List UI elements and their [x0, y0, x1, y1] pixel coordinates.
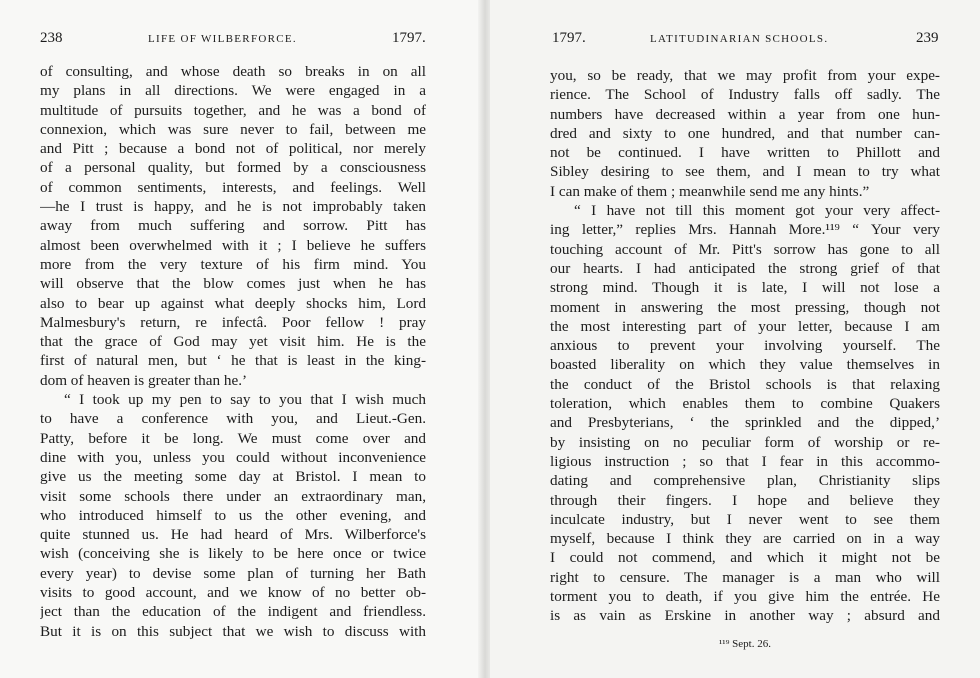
- text-line: —he I trust is happy, and he is not improbably taken: [40, 198, 426, 216]
- text-line: multitude of pursuits together, and he was a bond of: [40, 101, 426, 119]
- text-line: ligious instruction ; so that I fear in this accommo-: [550, 452, 940, 470]
- text-line: is as vain as Erskine in another way ; absurd and: [550, 607, 940, 625]
- page-year: 1797.: [392, 30, 426, 46]
- text-line: Patty, before it be long. We must come over and: [40, 429, 426, 447]
- text-line: quite stunned us. He had heard of Mrs. Wilberforce's: [40, 526, 426, 544]
- text-line: boasted liberality on which they value themselves in: [550, 356, 940, 374]
- text-line: that the grace of God may yet visit him. He is the: [40, 333, 426, 351]
- text-line: and Presbyterians, ‘ the sprinkled and the dipped,’: [550, 414, 940, 432]
- text-line: every year) to devise some plan of turning her Bath: [40, 564, 426, 582]
- text-line: first of natural men, but ‘ he that is least in the king-: [40, 352, 426, 370]
- text-line: I could not commend, and which it might not be: [550, 549, 940, 567]
- text-line: inculcate industry, but I never went to see them: [550, 510, 940, 528]
- text-line: wish (conceiving she is likely to be here once or twice: [40, 545, 426, 563]
- text-line: moment in answering the most pressing, though not: [550, 298, 940, 316]
- text-line: almost been overwhelmed with it ; I believe he suffers: [40, 236, 426, 254]
- text-line: torment you to death, if you give him the entrée. He: [550, 588, 940, 606]
- page-number: 238: [40, 30, 63, 46]
- text-line: “ I took up my pen to say to you that I wish much: [64, 391, 426, 409]
- text-line: visits to good account, and we know of no better ob-: [40, 584, 426, 602]
- text-line: visit some schools there under an extraordinary man,: [40, 487, 426, 505]
- text-line: ject than the education of the indigent and friendless.: [40, 603, 426, 621]
- right-page: [490, 0, 980, 678]
- text-line: I can make of them ; meanwhile send me any hints.”: [550, 182, 870, 200]
- text-line: dom of heaven is greater than he.’: [40, 371, 248, 389]
- text-line: by insisting on no peculiar form of worship or re-: [550, 433, 940, 451]
- running-head: LATITUDINARIAN SCHOOLS.: [650, 33, 829, 45]
- text-line: numbers have decreased within a year from one hun-: [550, 105, 940, 123]
- text-line: connexion, which was sure never to fail, between me: [40, 120, 426, 138]
- right-page-header: [552, 30, 942, 52]
- text-line: ing letter,” replies Mrs. Hannah More.¹¹⁹ “ Your very: [550, 221, 940, 239]
- text-line: toleration, which enables them to combine Quakers: [550, 395, 940, 413]
- text-line: will observe that the blow comes just when he has: [40, 275, 426, 293]
- running-head: LIFE OF WILBERFORCE.: [148, 33, 297, 45]
- text-line: away from much suffering and sorrow. Pitt has: [40, 217, 426, 235]
- text-line: of consulting, and whose death so breaks in on all: [40, 63, 426, 80]
- text-line: who introduced himself to us the other evening, and: [40, 506, 426, 524]
- text-line: right to censure. The manager is a man who will: [550, 568, 940, 586]
- text-line: to have a conference with you, and Lieut.-Gen.: [40, 410, 426, 428]
- text-line: you, so be ready, that we may profit from your expe-: [550, 67, 940, 84]
- text-line: also to bear up against what deeply shocks him, Lord: [40, 294, 426, 312]
- text-line: our hearts. I had anticipated the strong grief of that: [550, 259, 940, 277]
- text-line: strong mind. Though it is late, I will not lose a: [550, 279, 940, 297]
- text-line: myself, because I think they are carried on in a way: [550, 530, 940, 548]
- text-line: dine with you, unless you could without inconvenience: [40, 448, 426, 466]
- text-line: “ I have not till this moment got your very affect-: [574, 202, 940, 220]
- text-line: the conduct of the Bristol schools is that relaxing: [550, 375, 940, 393]
- text-line: give us the meeting some day at Bristol. I mean to: [40, 468, 426, 486]
- text-line: and Pitt ; because a bond not of political, nor merely: [40, 140, 426, 158]
- text-line: rience. The School of Industry falls off sadly. The: [550, 86, 940, 104]
- right-page-text: [550, 66, 940, 626]
- left-page: [0, 0, 480, 678]
- text-line: of a personal quality, but formed by a consciousness: [40, 159, 426, 177]
- text-line: Sibley desiring to see them, and I mean to try what: [550, 163, 940, 181]
- text-line: touching account of Mr. Pitt's sorrow has gone to all: [550, 240, 940, 258]
- text-line: dating and comprehensive plan, Christianity slips: [550, 472, 940, 490]
- footnote: ¹¹⁹ Sept. 26.: [719, 638, 771, 650]
- text-line: through their fingers. I hope and believe they: [550, 491, 940, 509]
- page-year: 1797.: [552, 30, 586, 46]
- text-line: not be continued. I have written to Phillott and: [550, 144, 940, 162]
- text-line: my plans in all directions. We were engaged in a: [40, 82, 426, 100]
- left-page-header: [40, 30, 430, 52]
- page-number: 239: [916, 30, 939, 46]
- text-line: dred and sixty to one hundred, and that number can-: [550, 124, 940, 142]
- text-line: the most interesting part of your letter, because I am: [550, 317, 940, 335]
- text-line: But it is on this subject that we wish to discuss with: [40, 622, 426, 640]
- text-line: more from the very texture of his firm mind. You: [40, 255, 426, 273]
- text-line: Malmesbury's return, re infectâ. Poor fellow ! pray: [40, 313, 426, 331]
- left-page-text: [40, 62, 426, 641]
- text-line: of common sentiments, interests, and feelings. Well: [40, 178, 426, 196]
- text-line: anxious to prevent your involving yourself. The: [550, 337, 940, 355]
